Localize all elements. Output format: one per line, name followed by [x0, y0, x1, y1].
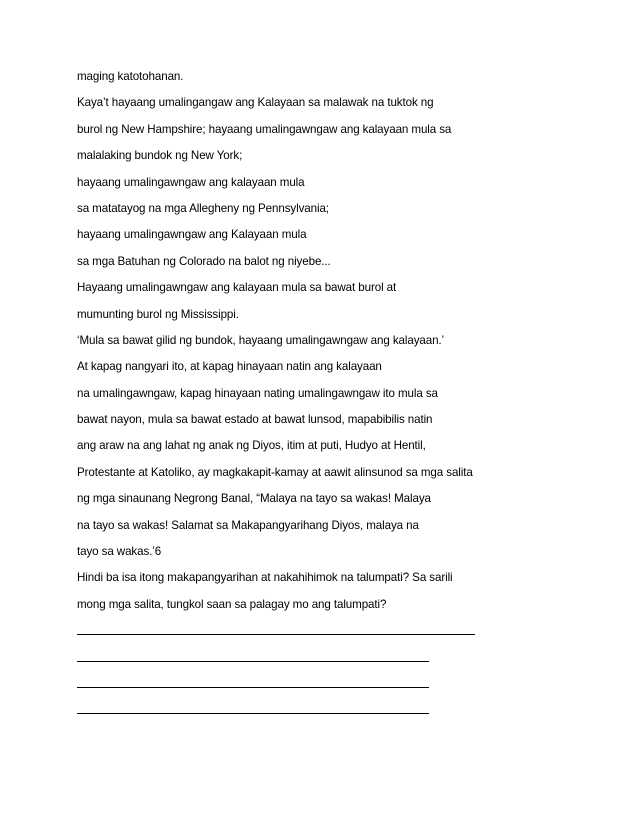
text-line: sa matatayog na mga Allegheny ng Pennsylvania; [77, 201, 329, 215]
text-line: burol ng New Hampshire; hayaang umalingawngaw ang kalayaan mula sa [77, 122, 452, 136]
text-line: maging katotohanan. [77, 70, 184, 83]
text-line: ‘Mula sa bawat gilid ng bundok, hayaang umalingawngaw ang kalayaan.’ [77, 333, 445, 347]
text-line: ang araw na ang lahat ng anak ng Diyos, itim at puti, Hudyo at Hentil, [77, 439, 426, 453]
text-line: sa mga Batuhan ng Colorado na balot ng niyebe... [77, 254, 331, 268]
text-line: mumunting burol ng Mississippi. [77, 307, 239, 321]
question-line: mong mga salita, tungkol saan sa palagay mo ang talumpati? [77, 597, 387, 611]
text-line: Hayaang umalingawngaw ang kalayaan mula sa bawat burol at [77, 281, 397, 295]
text-line: ng mga sinaunang Negrong Banal, “Malaya na tayo sa wakas! Malaya [77, 492, 431, 506]
text-line: na tayo sa wakas! Salamat sa Makapangyarihang Diyos, malaya na [77, 518, 419, 532]
answer-blank-line[interactable] [77, 699, 429, 714]
question-line: Hindi ba isa itong makapangyarihan at nakahihimok na talumpati? Sa sarili [77, 571, 453, 585]
text-line: Kaya’t hayaang umalingangaw ang Kalayaan sa malawak na tuktok ng [77, 96, 434, 110]
speech-text-block [77, 69, 597, 729]
text-line: At kapag nangyari ito, at kapag hinayaan natin ang kalayaan [77, 360, 382, 374]
text-line: Protestante at Katoliko, ay magkakapit-kamay at aawit alinsunod sa mga salita [77, 465, 473, 479]
text-line: hayaang umalingawngaw ang Kalayaan mula [77, 228, 307, 242]
answer-blank-line[interactable] [77, 647, 429, 662]
answer-blank-line[interactable] [77, 673, 429, 688]
text-line: bawat nayon, mula sa bawat estado at bawat lunsod, mapabibilis natin [77, 413, 433, 427]
text-line: hayaang umalingawngaw ang kalayaan mula [77, 175, 305, 189]
text-line: tayo sa wakas.’6 [77, 545, 162, 559]
answer-blank-line[interactable] [77, 620, 475, 635]
text-line: na umalingawngaw, kapag hinayaan nating umalingawngaw ito mula sa [77, 386, 438, 400]
text-line: malalaking bundok ng New York; [77, 149, 243, 163]
